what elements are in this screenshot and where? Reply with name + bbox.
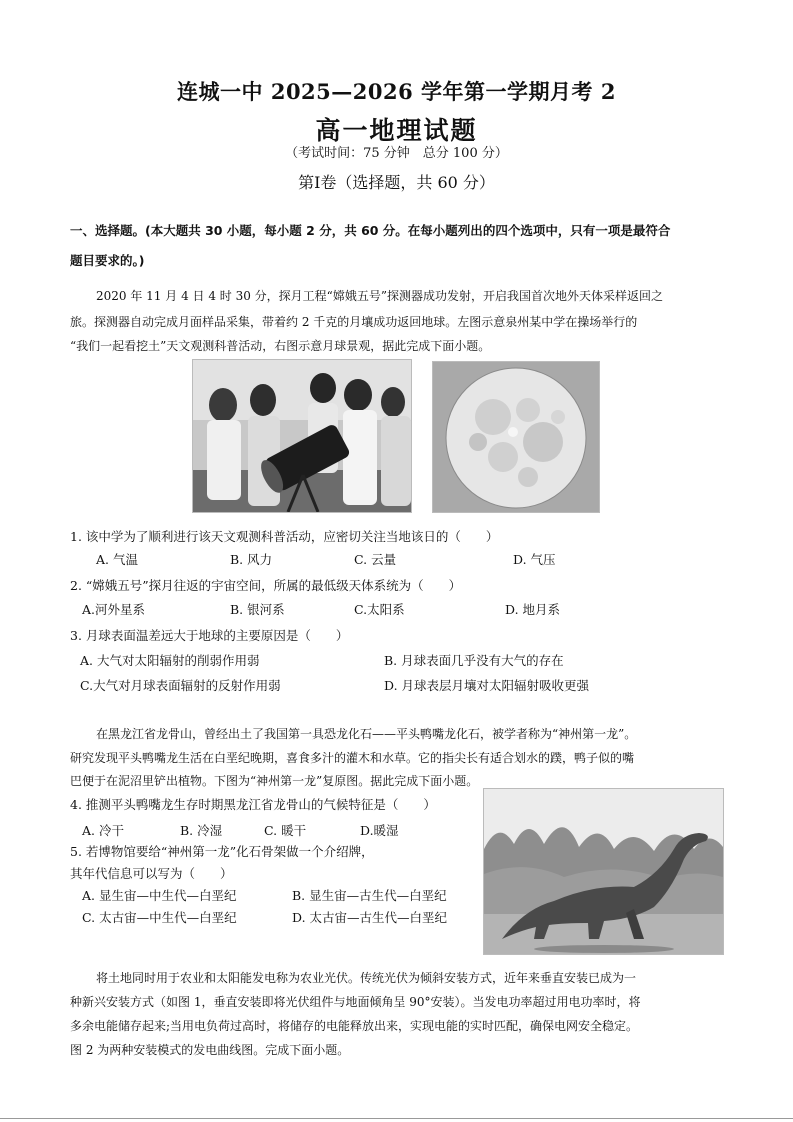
dinosaur-reconstruction-photo xyxy=(483,788,724,955)
passage3-line1: 将土地同时用于农业和太阳能发电称为农业光伏。传统光伏为倾斜安装方式，近年来垂直安装已成为一 xyxy=(96,971,637,985)
question-5-option-b[interactable]: B. 显生宙—古生代—白垩纪 xyxy=(292,888,447,903)
question-4-option-a[interactable]: A. 冷干 xyxy=(82,823,124,838)
question-1-option-a[interactable]: A. 气温 xyxy=(96,552,138,567)
question-1-option-d[interactable]: D. 气压 xyxy=(513,552,556,567)
page-bottom-border xyxy=(0,1118,793,1119)
question-3-option-c[interactable]: C.大气对月球表面辐射的反射作用弱 xyxy=(80,678,281,693)
instructions-line1: 一、选择题。(本大题共 30 小题，每小题 2 分，共 60 分。在每小题列出的四个选项中，只有一项是最符合 xyxy=(70,223,671,238)
question-4-option-b[interactable]: B. 冷湿 xyxy=(180,823,223,838)
students-telescope-photo xyxy=(192,359,412,513)
question-5-option-a[interactable]: A. 显生宙—中生代—白垩纪 xyxy=(82,888,237,903)
passage2-line3: 巴便于在泥沼里铲出植物。下图为“神州第一龙”复原图。据此完成下面小题。 xyxy=(70,774,479,788)
passage2-line1: 在黑龙江省龙骨山，曾经出土了我国第一具恐龙化石——平头鸭嘴龙化石，被学者称为“神州第一龙”。 xyxy=(96,727,637,741)
passage3-line2: 种新兴安装方式（如图 1，垂直安装即将光伏组件与地面倾角呈 90°安装）。当发电功率超过用电功率时，将 xyxy=(70,995,641,1009)
question-2-option-c[interactable]: C.太阳系 xyxy=(354,602,405,617)
passage1-line1: 2020 年 11 月 4 日 4 时 30 分，探月工程“嫦娥五号”探测器成功发射，开启我国首次地外天体采样返回之 xyxy=(96,289,663,303)
passage1-line3: “我们一起看挖土”天文观测科普活动，右图示意月球景观，据此完成下面小题。 xyxy=(70,339,491,353)
question-2-option-b[interactable]: B. 银河系 xyxy=(230,602,285,617)
passage1-line2: 旅。探测器自动完成月面样品采集，带着约 2 千克的月壤成功返回地球。左图示意泉州某中学在操场举行的 xyxy=(70,315,638,329)
question-4-stem: 4. 推测平头鸭嘴龙生存时期黑龙江省龙骨山的气候特征是（ ） xyxy=(70,797,436,812)
question-3-stem: 3. 月球表面温差远大于地球的主要原因是（ ） xyxy=(70,628,349,643)
exam-info: （考试时间：75 分钟 总分 100 分） xyxy=(285,146,508,161)
question-5-option-c[interactable]: C. 太古宙—中生代—白垩纪 xyxy=(82,910,237,925)
question-3-option-d[interactable]: D. 月球表层月壤对太阳辐射吸收更强 xyxy=(384,678,590,693)
exam-title: 连城一中 2025—2026 学年第一学期月考 2 xyxy=(177,79,616,104)
question-1-option-c[interactable]: C. 云量 xyxy=(354,552,397,567)
question-4-option-c[interactable]: C. 暖干 xyxy=(264,823,307,838)
passage2-line2: 研究发现平头鸭嘴龙生活在白垩纪晚期，喜食多汁的灌木和水草。它的指尖长有适合划水的蹼，鸭子似的嘴 xyxy=(70,751,635,765)
question-3-option-b[interactable]: B. 月球表面几乎没有大气的存在 xyxy=(384,653,564,668)
question-5-stem-line1: 5. 若博物馆要给“神州第一龙”化石骨架做一个介绍牌， xyxy=(70,844,374,859)
passage3-line3: 多余电能储存起来;当用电负荷过高时，将储存的电能释放出来，实现电能的实时匹配，确保电网安全稳定。 xyxy=(70,1019,639,1033)
question-5-stem-line2: 其年代信息可以写为（ ） xyxy=(70,866,233,881)
passage3-line4: 图 2 为两种安装模式的发电曲线图。完成下面小题。 xyxy=(70,1043,350,1057)
subject-title: 高一地理试题 xyxy=(315,116,478,145)
question-2-stem: 2. “嫦娥五号”探月往返的宇宙空间，所属的最低级天体系统为（ ） xyxy=(70,578,462,593)
question-3-option-a[interactable]: A. 大气对太阳辐射的削弱作用弱 xyxy=(80,653,260,668)
instructions-line2: 题目要求的。) xyxy=(70,253,145,268)
section-title: 第Ⅰ卷（选择题，共 60 分） xyxy=(298,173,495,192)
question-1-stem: 1. 该中学为了顺利进行该天文观测科普活动，应密切关注当地该日的（ ） xyxy=(70,529,499,544)
question-2-option-a[interactable]: A.河外星系 xyxy=(82,602,146,617)
moon-photo xyxy=(432,361,600,513)
question-5-option-d[interactable]: D. 太古宙—古生代—白垩纪 xyxy=(292,910,448,925)
question-2-option-d[interactable]: D. 地月系 xyxy=(505,602,561,617)
question-4-option-d[interactable]: D.暖湿 xyxy=(360,823,399,838)
question-1-option-b[interactable]: B. 风力 xyxy=(230,552,273,567)
